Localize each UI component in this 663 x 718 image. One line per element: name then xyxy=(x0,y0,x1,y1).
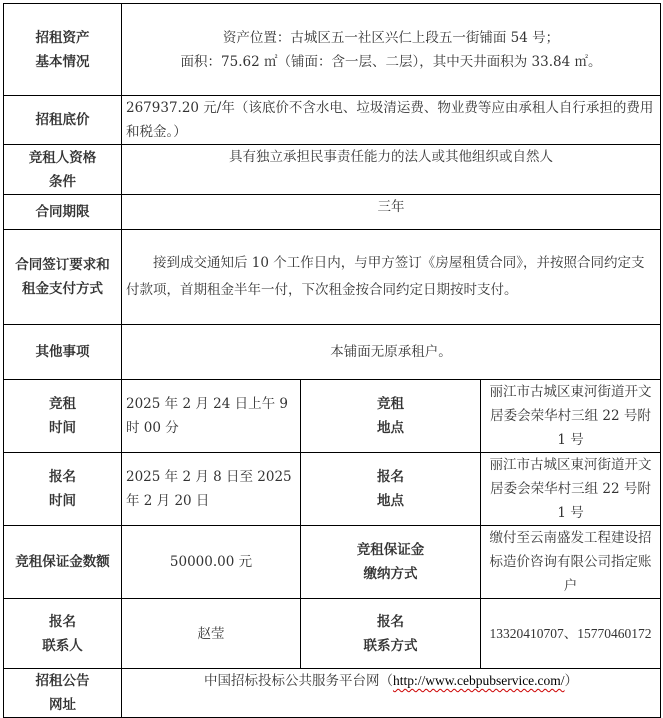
website-platform-name: 中国招标投标公共服务平台网（ xyxy=(203,673,393,689)
bidding-place-label-line-1: 竞租 xyxy=(377,396,404,412)
registration-place-label xyxy=(301,453,481,526)
asset-area: 面积：75.62 ㎡（铺面：含一层、二层），其中天井面积为 33.84 ㎡。 xyxy=(180,53,602,70)
contact-method-label-line-2: 联系方式 xyxy=(363,637,418,654)
contact-person-label-line-1: 报名 xyxy=(49,613,76,630)
row-reserve-price xyxy=(4,96,661,145)
qualification-label-line-1: 竞租人资格 xyxy=(28,149,97,166)
row-registration xyxy=(4,453,661,526)
registration-time-label-line-2: 时间 xyxy=(49,493,76,509)
deposit-method-label-line-2: 缴纳方式 xyxy=(363,566,418,582)
row-qualification xyxy=(4,145,661,195)
contact-person-label-line-2: 联系人 xyxy=(42,637,83,654)
contract-term-label: 合同期限 xyxy=(4,195,122,230)
website-value xyxy=(122,669,661,718)
qualification-value: 具有独立承担民事责任能力的法人或其他组织或自然人 xyxy=(122,145,661,195)
bidding-place-label-line-2: 地点 xyxy=(377,420,404,436)
other-label: 其他事项 xyxy=(4,325,122,380)
reserve-price-label: 招租底价 xyxy=(4,96,122,145)
website-label xyxy=(4,669,122,718)
website-label-line-2: 网址 xyxy=(49,697,76,713)
deposit-amount-label: 竞租保证金数额 xyxy=(4,526,122,599)
registration-time-label xyxy=(4,453,122,526)
deposit-method-label xyxy=(301,526,481,599)
row-website xyxy=(4,669,661,718)
contact-method-label-line-1: 报名 xyxy=(377,613,404,630)
website-label-line-1: 招租公告 xyxy=(35,673,90,689)
bidding-place-label xyxy=(301,380,481,453)
registration-time-label-line-1: 报名 xyxy=(49,469,76,485)
asset-label-line-2: 基本情况 xyxy=(35,53,90,70)
contract-signing-label xyxy=(4,230,122,325)
row-contract-signing xyxy=(4,230,661,325)
registration-place-value: 丽江市古城区東河街道开文居委会荣华村三组 22 号附 1 号 xyxy=(481,453,661,526)
registration-place-label-line-2: 地点 xyxy=(377,493,404,509)
qualification-label xyxy=(4,145,122,195)
contact-person-label xyxy=(4,599,122,669)
contract-term-value: 三年 xyxy=(122,195,661,230)
bidding-time-label-line-1: 竞租 xyxy=(49,396,76,412)
bidding-time-label xyxy=(4,380,122,453)
website-url-link[interactable]: http://www.cebpubservice.com/ xyxy=(392,673,565,688)
row-asset-info xyxy=(4,4,661,96)
deposit-amount-value: 50000.00 元 xyxy=(122,526,301,599)
asset-label-line-1: 招租资产 xyxy=(35,29,90,46)
row-contact xyxy=(4,599,661,669)
row-contract-term xyxy=(4,195,661,230)
deposit-method-value: 缴付至云南盛发工程建设招标造价咨询有限公司指定账户 xyxy=(481,526,661,599)
bidding-time-label-line-2: 时间 xyxy=(49,420,76,436)
contact-person-value: 赵莹 xyxy=(122,599,301,669)
asset-info-value xyxy=(122,4,661,96)
registration-place-label-line-1: 报名 xyxy=(377,469,404,485)
contract-signing-value: 接到成交通知后 10 个工作日内，与甲方签订《房屋租赁合同》，并按照合同约定支付款项，首期租金半年一付，下次租金按合同约定日期按时支付。 xyxy=(122,230,661,325)
contract-signing-label-line-2: 租金支付方式 xyxy=(22,281,103,297)
reserve-price-value: 267937.20 元/年（该底价不含水电、垃圾清运费、物业费等应由承租人自行承担的费用和税金。） xyxy=(122,96,661,145)
contact-method-label xyxy=(301,599,481,669)
qualification-label-line-2: 条件 xyxy=(49,173,76,190)
deposit-method-label-line-1: 竞租保证金 xyxy=(356,542,425,558)
contract-signing-label-line-1: 合同签订要求和 xyxy=(15,257,110,273)
other-value: 本铺面无原承租户。 xyxy=(122,325,661,380)
row-bidding xyxy=(4,380,661,453)
bidding-place-value: 丽江市古城区東河街道开文居委会荣华村三组 22 号附 1 号 xyxy=(481,380,661,453)
registration-time-value: 2025 年 2 月 8 日至 2025 年 2 月 20 日 xyxy=(122,453,301,526)
asset-location: 资产位置：古城区五一社区兴仁上段五一街铺面 54 号； xyxy=(222,29,560,46)
contact-phone-value: 13320410707、15770460172 xyxy=(481,599,661,669)
asset-info-label xyxy=(4,4,122,96)
row-other xyxy=(4,325,661,380)
bidding-time-value: 2025 年 2 月 24 日上午 9 时 00 分 xyxy=(122,380,301,453)
lease-notice-table xyxy=(3,3,661,718)
row-deposit xyxy=(4,526,661,599)
website-close-paren: ） xyxy=(564,673,579,689)
